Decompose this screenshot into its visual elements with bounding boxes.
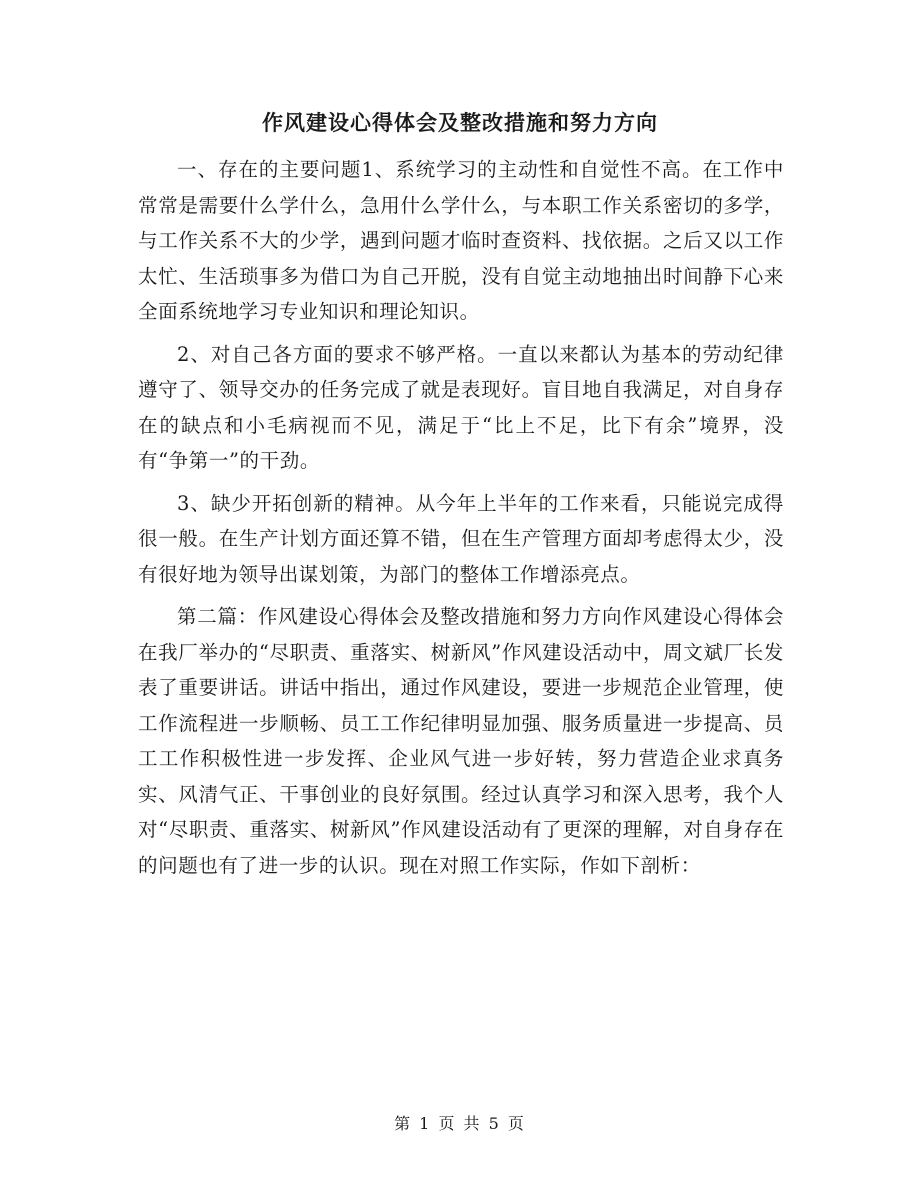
paragraph-second-part: 第二篇：作风建设心得体会及整改措施和努力方向作风建设心得体会在我厂举办的“尽职责、重落实、树新风”作风建设活动中，周文斌厂长发表了重要讲话。讲话中指出，通过作风建设，要进一步规范企业管理，使工作流程进一步顺畅、员工工作纪律明显加强、服务质量进一步提高、员工工作积极性进一步发挥、企业风气进一步好转，努力营造企业求真务实、风清气正、干事创业的良好氛围。经过认真学习和深入思考，我个人对“尽职责、重落实、树新风”作风建设活动有了更深的理解，对自身存在的问题也有了进一步的认识。现在对照工作实际，作如下剖析： [138, 605, 784, 877]
page-footer: 第 1 页 共 5 页 [394, 1114, 526, 1133]
paragraph-problems-2: 2、对自己各方面的要求不够严格。一直以来都认为基本的劳动纪律遵守了、领导交办的任务完成了就是表现好。盲目地自我满足，对自身存在的缺点和小毛病视而不见，满足于“比上不足，比下有余”境界，没有“争第一”的干劲。 [138, 342, 784, 472]
document-body [138, 152, 784, 890]
document-title: 作风建设心得体会及整改措施和努力方向 [262, 110, 658, 135]
paragraph-problems-3: 3、缺少开拓创新的精神。从今年上半年的工作来看，只能说完成得很一般。在生产计划方面还算不错，但在生产管理方面却考虑得太少，没有很好地为领导出谋划策，为部门的整体工作增添亮点。 [138, 491, 784, 586]
paragraph-problems-1: 一、存在的主要问题1、系统学习的主动性和自觉性不高。在工作中常常是需要什么学什么，急用什么学什么，与本职工作关系密切的多学，与工作关系不大的少学，遇到问题才临时查资料、找依据。之后又以工作太忙、生活琐事多为借口为自己开脱，没有自觉主动地抽出时间静下心来全面系统地学习专业知识和理论知识。 [138, 158, 784, 323]
